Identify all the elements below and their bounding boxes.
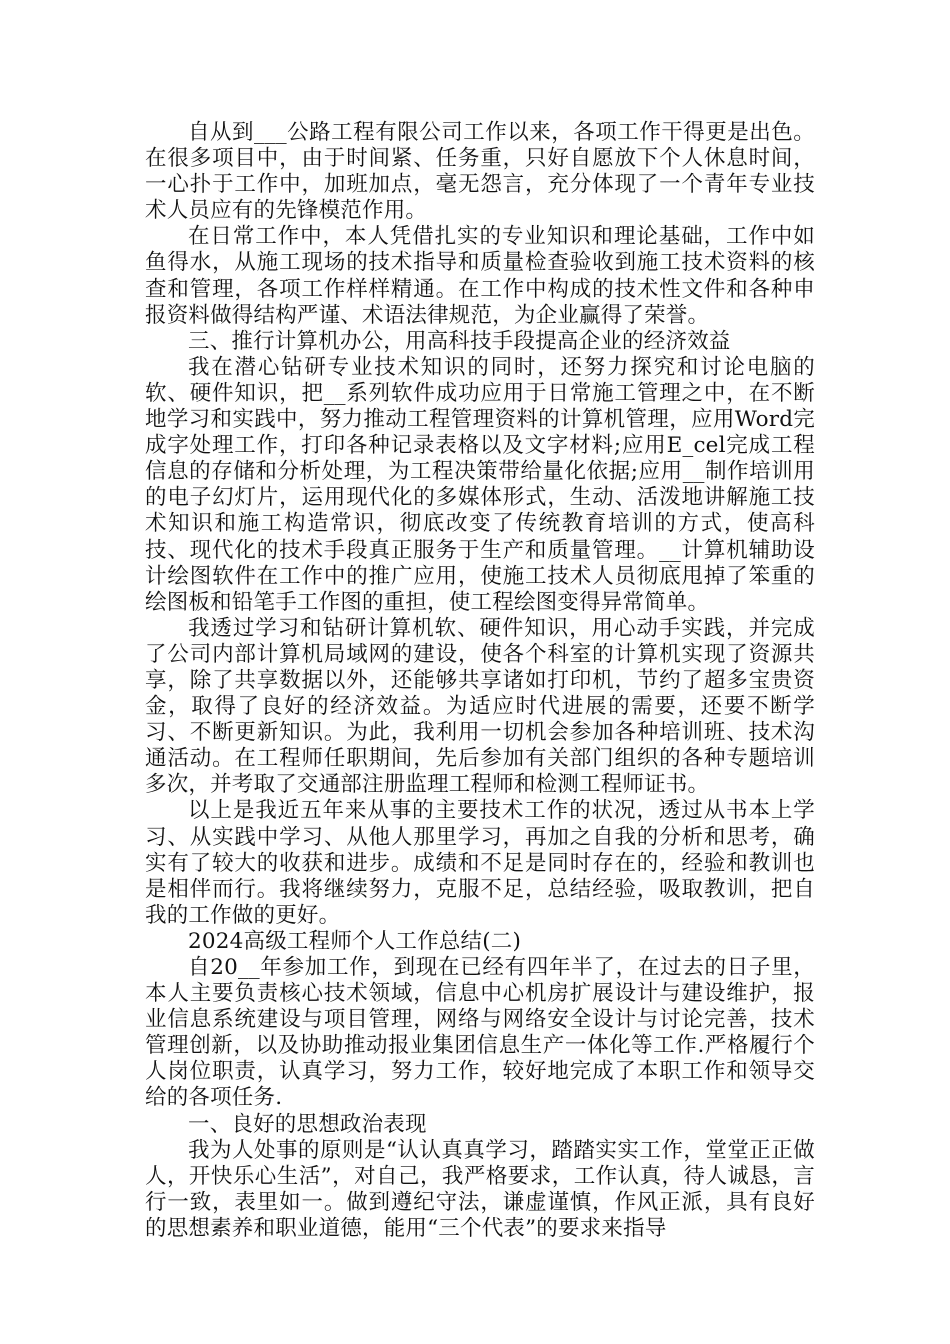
- paragraph-4: 我在潜心钻研专业技术知识的同时，还努力探究和讨论电脑的软、硬件知识，把__系列软件成功应用于日常施工管理之中，在不断地学习和实践中，努力推动工程管理资料的计算机管理，应用Word完成字处理工作，打印各种记录表格以及文字材料;应用E_cel完成工程信息的存储和分析处理，为工程决策带给量化依据;应用__制作培训用的电子幻灯片，运用现代化的多媒体形式，生动、活泼地讲解施工技术知识和施工构造常识，彻底改变了传统教育培训的方式，使高科技、现代化的技术手段真正服务于生产和质量管理。__计算机辅助设计绘图软件在工作中的推广应用，使施工技术人员彻底甩掉了笨重的绘图板和铅笔手工作图的重担，使工程绘图变得异常简单。: [145, 354, 815, 615]
- section-heading-3: 三、推行计算机办公，用高科技手段提高企业的经济效益: [188, 328, 731, 354]
- paragraph-5: 我透过学习和钻研计算机软、硬件知识，用心动手实践，并完成了公司内部计算机局域网的建设，使各个科室的计算机实现了资源共享，除了共享数据以外，还能够共享诸如打印机，节约了超多宝贵资金，取得了良好的经济效益。为适应时代进展的需要，还要不断学习、不断更新知识。为此，我利用一切机会参加各种培训班、技术沟通活动。在工程师任职期间，先后参加有关部门组织的各种专题培训多次，并考取了交通部注册监理工程师和检测工程师证书。: [145, 615, 815, 798]
- document-body: [145, 120, 815, 1242]
- paragraph-6: 以上是我近五年来从事的主要技术工作的状况，透过从书本上学习、从实践中学习、从他人那里学习，再加之自我的分析和思考，确实有了较大的收获和进步。成绩和不足是同时存在的，经验和教训也是相伴而行。我将继续努力，克服不足，总结经验，吸取教训，把自我的工作做的更好。: [145, 798, 815, 928]
- paragraph-1: 自从到___公路工程有限公司工作以来，各项工作干得更是出色。在很多项目中，由于时间紧、任务重，只好自愿放下个人休息时间，一心扑于工作中，加班加点，毫无怨言，充分体现了一个青年专业技术人员应有的先锋模范作用。: [145, 120, 815, 224]
- paragraph-2: 在日常工作中，本人凭借扎实的专业知识和理论基础，工作中如鱼得水，从施工现场的技术指导和质量检查验收到施工技术资料的核查和管理，各项工作样样精通。在工作中构成的技术性文件和各种申报资料做得结构严谨、术语法律规范，为企业赢得了荣誉。: [145, 224, 815, 328]
- paragraph-10: 我为人处事的原则是“认认真真学习，踏踏实实工作，堂堂正正做人，开快乐心生活”，对自己，我严格要求，工作认真，待人诚恳，言行一致，表里如一。做到遵纪守法，谦虚谨慎，作风正派，具有良好的思想素养和职业道德，能用“三个代表”的要求来指导: [145, 1137, 815, 1241]
- paragraph-8: 自20__年参加工作，到现在已经有四年半了，在过去的日子里，本人主要负责核心技术领域，信息中心机房扩展设计与建设维护，报业信息系统建设与项目管理，网络与网络安全设计与讨论完善，技术管理创新，以及协助推动报业集团信息生产一体化等工作.严格履行个人岗位职责，认真学习，努力工作，较好地完成了本职工作和领导交给的各项任务.: [145, 955, 815, 1111]
- section-heading-1: 一、良好的思想政治表现: [188, 1111, 427, 1137]
- document-subtitle: 2024高级工程师个人工作总结(二): [188, 928, 522, 954]
